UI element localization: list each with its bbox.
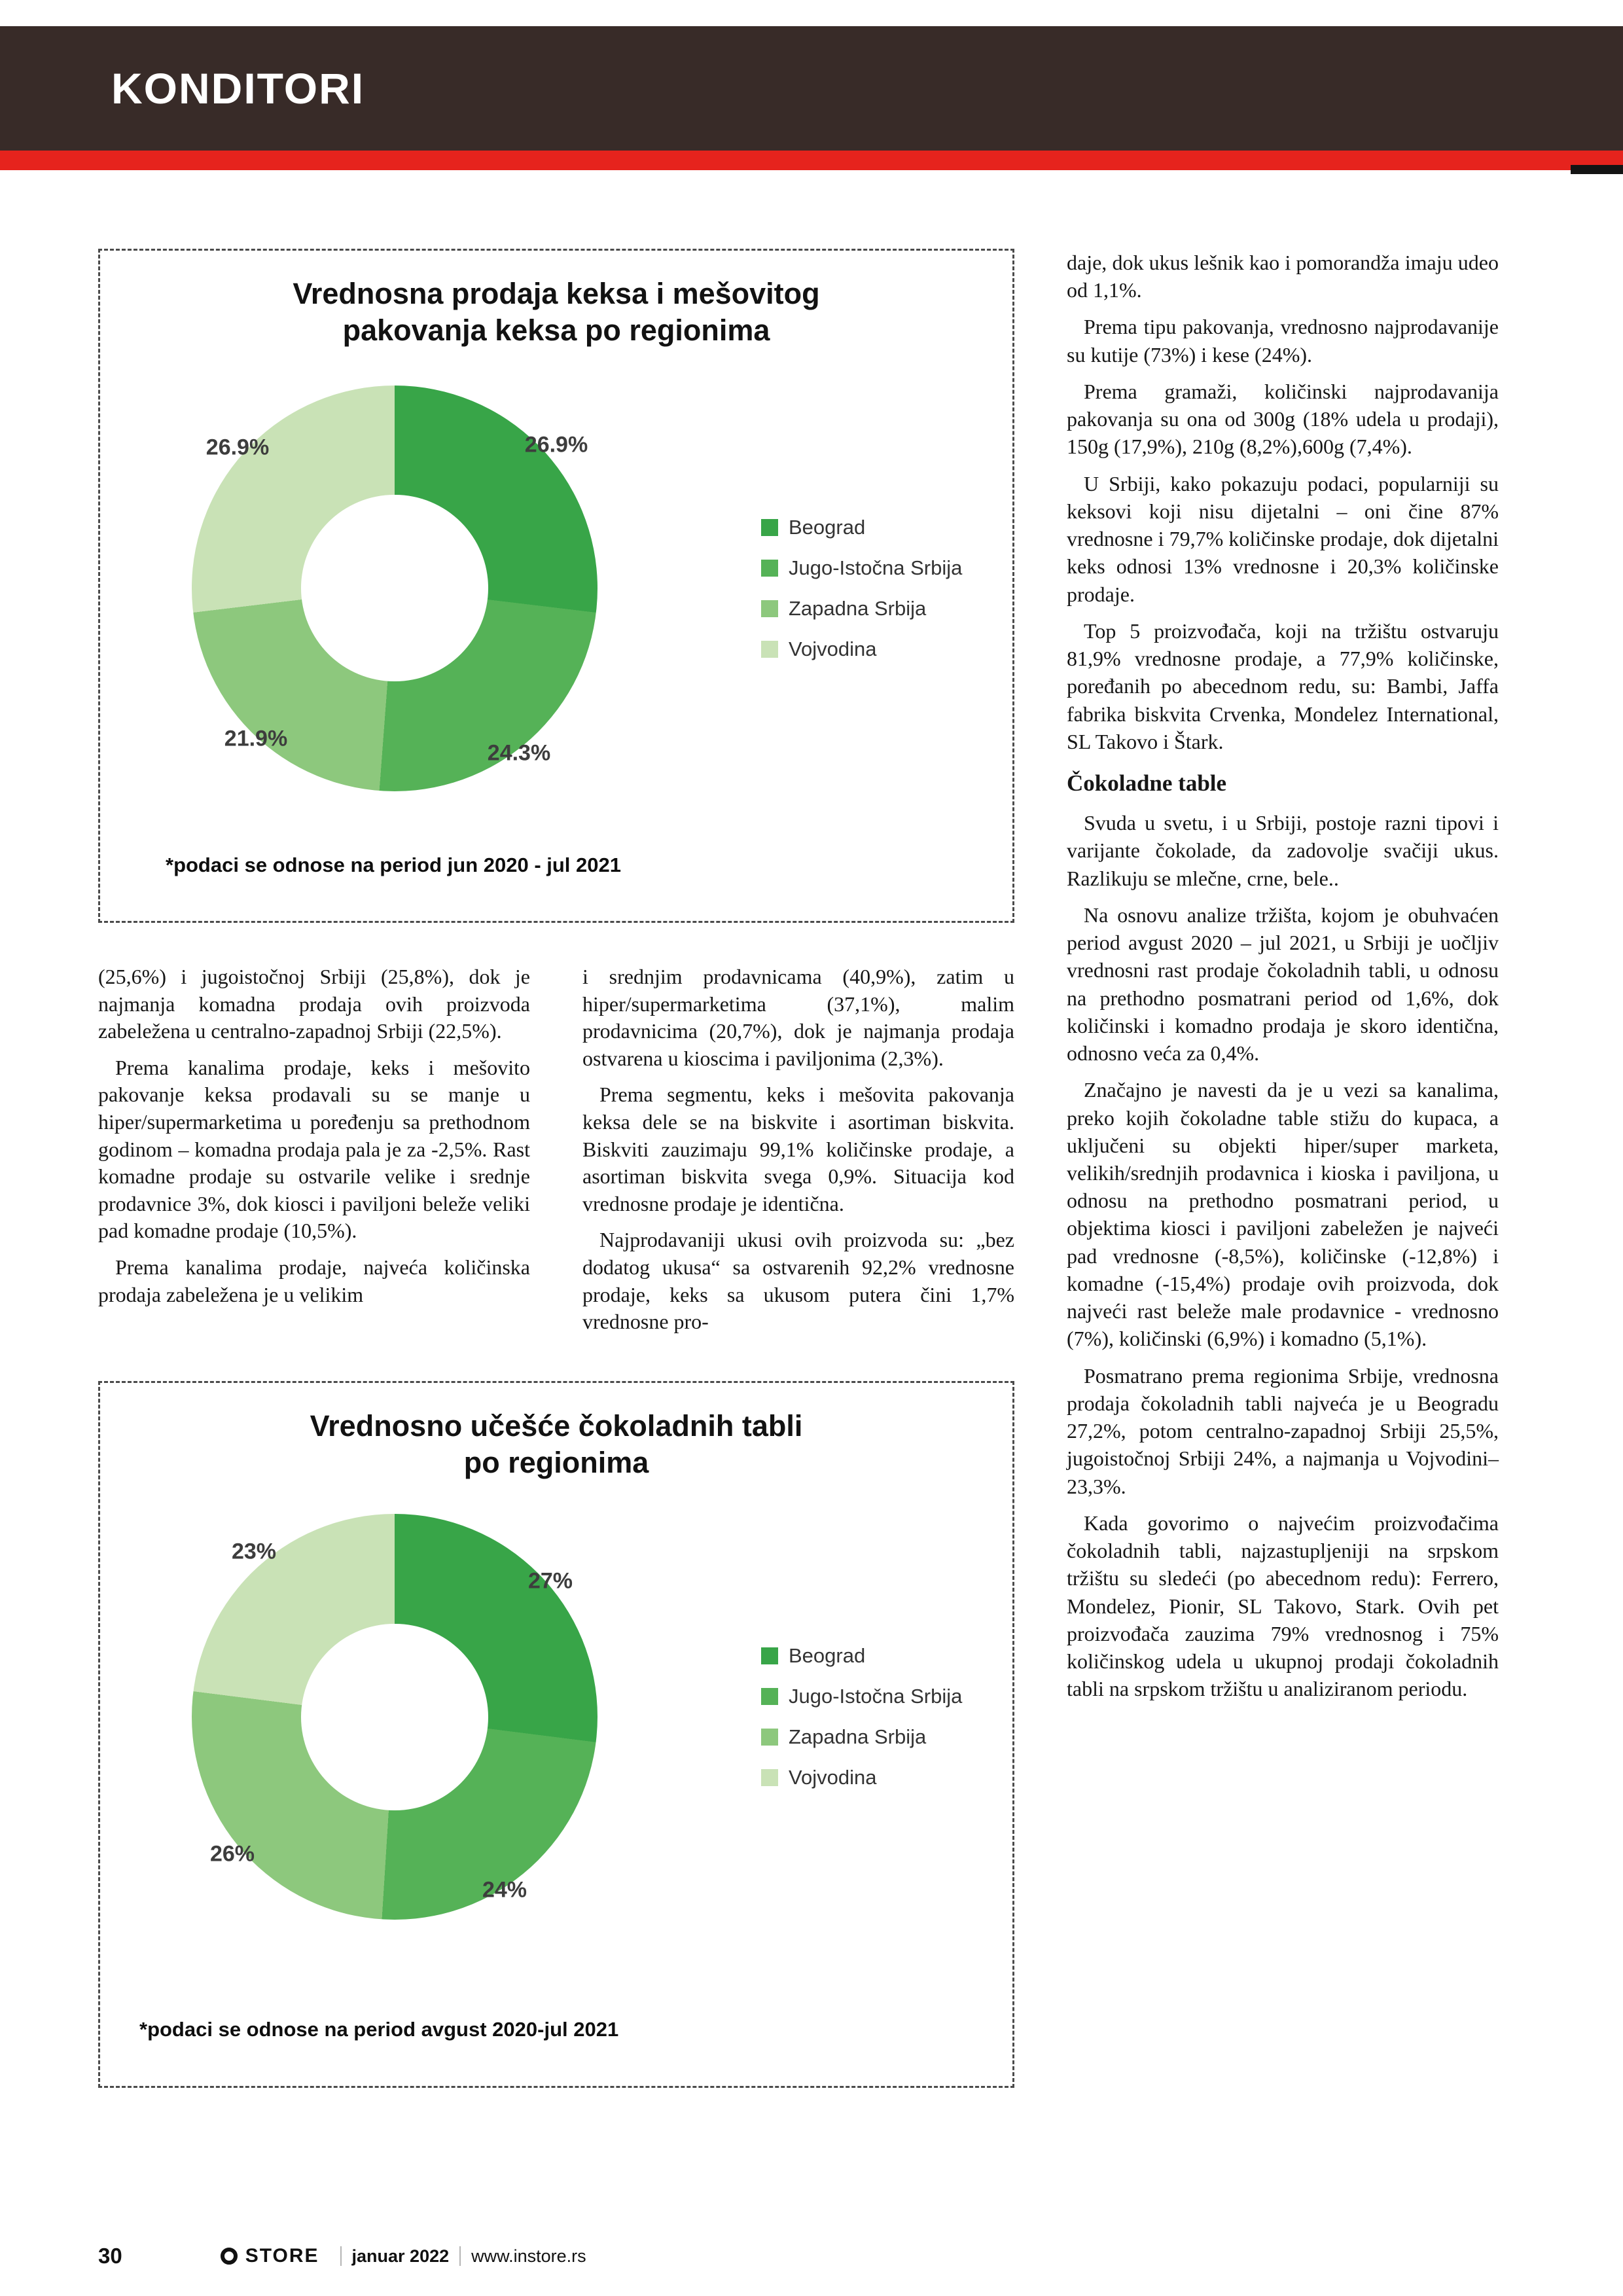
section-heading: Čokoladne table	[1067, 770, 1227, 796]
chart-legend	[761, 499, 962, 678]
right-text-column	[1067, 249, 1499, 2088]
chart-area	[100, 386, 1012, 791]
donut-chart-chocolate	[192, 1514, 597, 1920]
website-link[interactable]: www.instore.rs	[471, 2246, 586, 2266]
paragraph: Kada govorimo o najvećim proizvođačima čokoladnih tabli, najzastupljeniji na srpskom tržištu su sledeći (po abecednom redu): Ferrero, Mondelez, Pionir, SL Takovo, Stark. Ovih pet proizvođača zauzima 79% vrednosnog i 75% količinskog udela u ukupnoj prodaji čokoladnih tabli na srpskom tržištu u analiziranom periodu.	[1067, 1511, 1499, 1701]
legend-item	[761, 556, 962, 580]
store-logo-icon	[221, 2248, 238, 2265]
paragraph: Prema kanalima prodaje, najveća količinska prodaja zabeležena je u velikim	[98, 1255, 530, 1306]
slice-label: 26.9%	[524, 432, 588, 457]
legend-item	[761, 1685, 962, 1708]
legend-swatch	[761, 1688, 778, 1705]
legend-label: Vojvodina	[789, 637, 877, 660]
paragraph: Top 5 proizvođača, koji na tržištu ostvaruju 81,9% vrednosne prodaje, a 77,9% količinske, poređanih po abecednom redu, su: Bambi, Jaffa fabrika biskvita Crvenka, Mondelez International, SL Takovo i Štark.	[1067, 619, 1499, 753]
chart-box-biscuits	[98, 249, 1014, 923]
donut-hole	[301, 495, 488, 681]
page-content	[98, 249, 1525, 2088]
donut-chart-biscuits	[192, 386, 597, 791]
paragraph: Značajno je navesti da je u vezi sa kanalima, preko kojih čokoladne table stižu do kupaca, a uključeni su objekti hiper/super marketa, velikih/srednjih prodavnica i kioska i paviljona, u odnosu na prethodno posmatrani period, u objektima kiosci i paviljoni zabeležen je najveći pad vrednosne (-8,5%), količinske (-12,8%) i komadne (-15,4%) prodaje ovih proizvoda, dok najveći rast beleže male prodavnice - vrednosno (7%), količinski (6,9%) i komadno (5,1%).	[1067, 1078, 1499, 1351]
paragraph: Prema kanalima prodaje, keks i mešovito pakovanje keksa prodavali su se manje u hiper/supermarketima u poređenju sa prethodnom godinom – komadna prodaja pala je za -2,5%. Rast komadne prodaje su ostvarile velike i srednje prodavnice 3%, dok kiosci i paviljoni beleže veliki pad komadne prodaje (10,5%).	[98, 1055, 530, 1243]
legend-label: Vojvodina	[789, 1766, 877, 1789]
issue-date: januar 2022	[351, 2246, 450, 2266]
legend-label: Jugo-Istočna Srbija	[789, 1685, 963, 1708]
brand-name: STORE	[245, 2245, 319, 2267]
chart-legend	[761, 1627, 962, 1806]
legend-swatch	[761, 641, 778, 658]
donut-hole	[301, 1624, 488, 1810]
legend-label: Zapadna Srbija	[789, 1725, 927, 1749]
footer-divider	[459, 2246, 461, 2266]
chart-title	[100, 1408, 1012, 1482]
chart-footnote: *podaci se odnose na period avgust 2020-jul 2021	[139, 2018, 619, 2041]
paragraph: Prema tipu pakovanja, vrednosno najprodavanije su kutije (73%) i kese (24%).	[1067, 315, 1499, 367]
paragraph: i srednjim prodavnicama (40,9%), zatim u hiper/supermarketima (37,1%), malim prodavnicima (20,7%), dok je najmanja prodaja ostvarena u kioscima i paviljonima (2,3%).	[582, 965, 1014, 1070]
slice-label: 26%	[209, 1841, 255, 1867]
paragraph: Najprodavaniji ukusi ovih proizvoda su: „bez dodatog ukusa“ sa ostvarenih 92,2% vrednosne prodaje, keks sa ukusom putera čini 1,7% vrednosne pro-	[582, 1228, 1014, 1334]
text-column-1	[98, 963, 530, 1345]
legend-item	[761, 516, 962, 539]
paragraph: (25,6%) i jugoistočnoj Srbiji (25,8%), dok je najmanja komadna prodaja ovih proizvoda zabeležena u centralno-zapadnoj Srbiji (22,5%).	[98, 965, 530, 1043]
legend-label: Beograd	[789, 1644, 866, 1668]
chart-title-line: pakovanja keksa po regionima	[342, 314, 770, 348]
chart-title-line: Vrednosna prodaja keksa i mešovitog	[293, 277, 820, 310]
legend-swatch	[761, 560, 778, 577]
chart-area	[100, 1514, 1012, 1920]
body-text-columns	[98, 963, 1014, 1345]
legend-label: Zapadna Srbija	[789, 596, 927, 620]
chart-footnote: *podaci se odnose na period jun 2020 - jul 2021	[166, 853, 621, 876]
page-footer	[98, 2244, 586, 2269]
chart-title-line: po regionima	[463, 1445, 649, 1479]
header-accent-end	[1571, 165, 1623, 174]
paragraph: daje, dok ukus lešnik kao i pomorandža imaju udeo od 1,1%.	[1067, 251, 1499, 302]
footer-divider	[340, 2246, 342, 2266]
legend-swatch	[761, 519, 778, 536]
slice-label: 24.3%	[487, 740, 551, 765]
slice-label: 24%	[482, 1877, 527, 1903]
legend-label: Jugo-Istočna Srbija	[789, 556, 963, 579]
paragraph: Na osnovu analize tržišta, kojom je obuhvaćen period avgust 2020 – jul 2021, u Srbiji je uočljiv vrednosni rast prodaje čokoladnih tabli, u odnosu na prethodno posmatrani period od 1,6%, dok količinski i komadno prodaja je skoro identična, odnosno veća za 0,4%.	[1067, 903, 1499, 1066]
legend-item	[761, 637, 962, 661]
legend-swatch	[761, 1769, 778, 1786]
paragraph: Prema gramaži, količinski najprodavanija pakovanja su ona od 300g (18% udela u prodaji), 150g (17,9%), 210g (8,2%),600g (7,4%).	[1067, 379, 1499, 459]
text-column-2	[582, 963, 1014, 1345]
paragraph: Posmatrano prema regionima Srbije, vrednosna prodaja čokoladnih tabli najveća je u Beogradu 27,2%, potom centralno-zapadnoj Srbiji 25,5%, jugoistočnoj Srbiji 24%, a najmanja u Vojvodini– 23,3%.	[1067, 1363, 1499, 1498]
header-bar	[0, 26, 1623, 151]
left-region	[98, 249, 1014, 2088]
legend-swatch	[761, 600, 778, 617]
chart-title-line: Vrednosno učešće čokoladnih tabli	[310, 1408, 803, 1443]
legend-label: Beograd	[789, 515, 866, 539]
legend-item	[761, 1644, 962, 1668]
slice-label: 26.9%	[205, 435, 270, 459]
paragraph: Prema segmentu, keks i mešovita pakovanja keksa dele se na biskvite i asortiman biskvita. Biskviti zauzimaju 99,1% količinske prodaje, a asortiman biskvita svega 0,9%. Situacija kod vrednosne prodaje je identična.	[582, 1083, 1014, 1215]
header-accent-bar	[0, 151, 1623, 170]
legend-swatch	[761, 1647, 778, 1664]
paragraph: U Srbiji, kako pokazuju podaci, popularniji su keksovi koji nisu dijetalni – oni čine 87% vrednosne i 79,7% količinske prodaje, dok dijetalni keks odnosi 13% vrednosne i 20,3% količinske prodaje.	[1067, 471, 1499, 606]
page-title: KONDITORI	[111, 64, 365, 113]
slice-label: 27%	[527, 1568, 573, 1594]
slice-label: 23%	[231, 1539, 277, 1564]
chart-title	[100, 276, 1012, 350]
legend-swatch	[761, 1729, 778, 1746]
paragraph: Svuda u svetu, i u Srbiji, postoje razni tipovi i varijante čokolade, da zadovolje svačiji ukus. Razlikuju se mlečne, crne, bele..	[1067, 811, 1499, 890]
chart-box-chocolate	[98, 1381, 1014, 2088]
legend-item	[761, 597, 962, 620]
slice-label: 21.9%	[224, 726, 288, 751]
legend-item	[761, 1766, 962, 1789]
page-number: 30	[98, 2244, 122, 2268]
legend-item	[761, 1725, 962, 1749]
